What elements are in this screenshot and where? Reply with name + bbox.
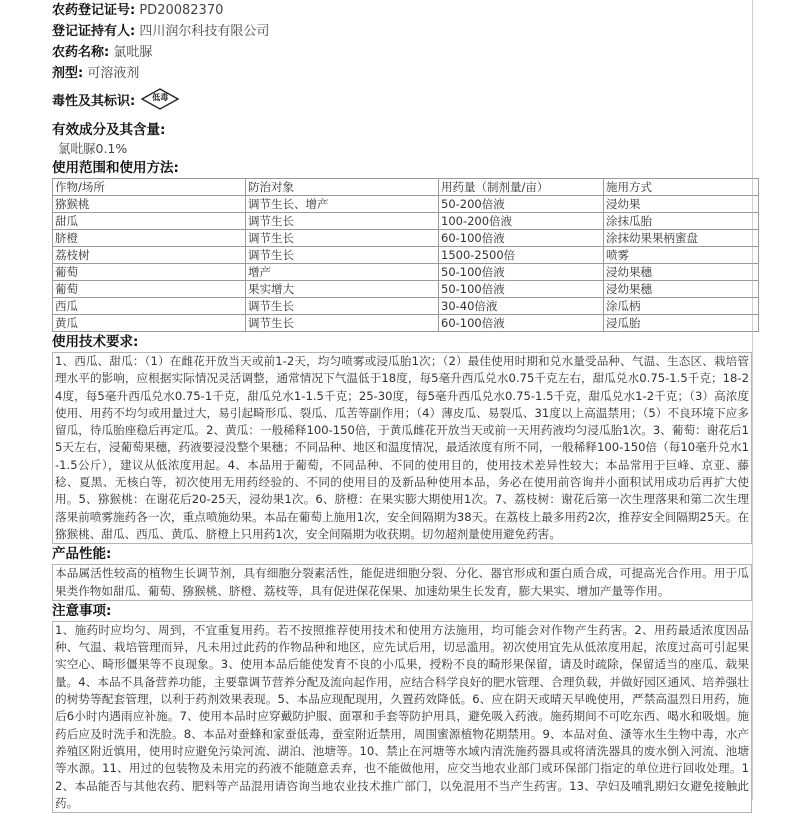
table-cell: 50-200倍液 bbox=[439, 196, 604, 213]
column-header: 作物/场所 bbox=[53, 179, 246, 196]
table-cell: 调节生长、增产 bbox=[246, 196, 439, 213]
formulation-label: 剂型: bbox=[52, 66, 84, 81]
low-toxicity-icon bbox=[141, 88, 179, 110]
table-cell: 浸幼果 bbox=[604, 196, 759, 213]
table-cell: 30-40倍液 bbox=[439, 298, 604, 315]
table-row bbox=[53, 264, 759, 281]
technical-text: 1、西瓜、甜瓜：（1）在雌花开放当天或前1-2天，均匀喷雾或浸瓜胎1次；（2）最佳使用时期和兑水量受品种、气温、生态区、栽培管理水平的影响，应根据实际情况灵活调整，通常情况下气温低于18度，每5毫升西瓜兑水0.75千克左右，甜瓜兑水0.75-1.5千克；18-24度，每5毫升西瓜兑水0.75-1千克，甜瓜兑水1-1.5千克；25-30度，每5毫升西瓜兑水0.75-1.5千克，甜瓜兑水1-2千克；（3）高浓度使用、用药不均匀或用量过大，易引起畸形瓜、裂瓜、瓜苦等副作用；（4）薄皮瓜、易裂瓜、31度以上高温禁用；（5）不良环境下应多留瓜，待瓜胎座稳后再定瓜。2、黄瓜：一般稀释100-150倍，于黄瓜雌花开放当天或前一天用药液均匀浸瓜胎1次。3、葡萄：谢花后15天左右，浸葡萄果穗，药液要浸没整个果穗；不同品种、地区和温度情况，最适浓度有所不同，一般稀释100-150倍（每10毫升兑水1-1.5公斤），建议从低浓度用起。4、本品用于葡萄，不同品种、不同的使用目的，使用技术差异性较大；本品常用于巨峰、京亚、藤稔、夏黑、无核白等，初次使用无用药经验的、不同的使用目的及新品种使用本品，务必在使用前咨询并小面积试用成功后再扩大使用。5、猕猴桃：在谢花后20-25天，浸幼果1次。6、脐橙：在果实膨大期使用1次。7、荔枝树：谢花后第一次生理落果和第二次生理落果前喷雾施药各一次，重点喷施幼果。本品在葡萄上施用1次，安全间隔期为38天。在荔枝上最多用药2次，推荐安全间隔期25天。在猕猴桃、甜瓜、西瓜、黄瓜、脐橙上只用药1次，安全间隔期为收获期。切勿超剂量使用避免药害。 bbox=[52, 352, 752, 544]
pesticide-name-label: 农药名称: bbox=[52, 45, 110, 60]
table-row bbox=[53, 298, 759, 315]
table-cell: 调节生长 bbox=[246, 230, 439, 247]
holder-label: 登记证持有人: bbox=[52, 24, 136, 39]
table-row bbox=[53, 281, 759, 298]
table-cell: 100-200倍液 bbox=[439, 213, 604, 230]
usage-header-row bbox=[53, 179, 759, 196]
table-cell: 猕猴桃 bbox=[53, 196, 246, 213]
table-cell: 浸幼果穗 bbox=[604, 264, 759, 281]
table-cell: 浸瓜胎 bbox=[604, 315, 759, 332]
table-cell: 50-100倍液 bbox=[439, 264, 604, 281]
toxicity-badge-text: 低毒 bbox=[152, 93, 169, 102]
ingredients-heading: 有效成分及其含量: bbox=[52, 122, 166, 138]
technical-heading: 使用技术要求: bbox=[52, 334, 139, 350]
table-cell: 黄瓜 bbox=[53, 315, 246, 332]
column-header: 防治对象 bbox=[246, 179, 439, 196]
table-cell: 增产 bbox=[246, 264, 439, 281]
table-cell: 60-100倍液 bbox=[439, 230, 604, 247]
toxicity-label: 毒性及其标识: bbox=[52, 93, 136, 109]
performance-heading: 产品性能: bbox=[52, 546, 112, 563]
table-row bbox=[53, 315, 759, 332]
registration-label: 农药登记证号: bbox=[52, 3, 136, 18]
table-cell: 调节生长 bbox=[246, 315, 439, 332]
ingredient-value: 氯吡脲0.1% bbox=[58, 141, 128, 156]
holder-field bbox=[52, 21, 752, 42]
table-row bbox=[53, 196, 759, 213]
formulation-field bbox=[52, 63, 752, 84]
table-cell: 脐橙 bbox=[53, 230, 246, 247]
table-cell: 葡萄 bbox=[53, 281, 246, 298]
pesticide-name-field bbox=[52, 42, 752, 63]
table-cell: 果实增大 bbox=[246, 281, 439, 298]
table-row bbox=[53, 230, 759, 247]
table-row bbox=[53, 213, 759, 230]
table-cell: 50-100倍液 bbox=[439, 281, 604, 298]
registration-field bbox=[52, 0, 752, 21]
formulation-value: 可溶液剂 bbox=[87, 66, 140, 81]
holder-name: 四川润尔科技有限公司 bbox=[139, 24, 270, 39]
usage-heading: 使用范围和使用方法: bbox=[52, 160, 179, 176]
pesticide-name: 氯吡脲 bbox=[113, 45, 153, 60]
table-cell: 调节生长 bbox=[246, 298, 439, 315]
table-cell: 调节生长 bbox=[246, 213, 439, 230]
performance-text: 本品属活性较高的植物生长调节剂，具有细胞分裂素活性，能促进细胞分裂、分化、器官形成和蛋白质合成，可提高光合作用。用于瓜果类作物如甜瓜、葡萄、猕猴桃、脐橙、荔枝等，具有促进保花保果、加速幼果生长发育，膨大果实、增加产量等作用。 bbox=[52, 564, 752, 601]
table-cell: 1500-2500倍 bbox=[439, 247, 604, 264]
table-cell: 浸幼果穗 bbox=[604, 281, 759, 298]
usage-table bbox=[52, 178, 759, 332]
precautions-heading: 注意事项: bbox=[52, 602, 112, 619]
column-header: 施用方式 bbox=[604, 179, 759, 196]
registration-number: PD20082370 bbox=[139, 3, 224, 18]
label-page bbox=[52, 0, 753, 810]
table-cell: 涂瓜柄 bbox=[604, 298, 759, 315]
table-cell: 涂抹幼果果柄蜜盘 bbox=[604, 230, 759, 247]
table-row bbox=[53, 247, 759, 264]
table-cell: 涂抹瓜胎 bbox=[604, 213, 759, 230]
table-cell: 甜瓜 bbox=[53, 213, 246, 230]
table-cell: 调节生长 bbox=[246, 247, 439, 264]
table-cell: 葡萄 bbox=[53, 264, 246, 281]
table-cell: 60-100倍液 bbox=[439, 315, 604, 332]
precautions-text: 1、施药时应均匀、周到，不宜重复用药。若不按照推荐使用技术和使用方法施用，均可能会对作物产生药害。2、用药最适浓度因品种、气温、栽培管理而异，凡未用过此药的作物品种和地区，应先试后用，切忌滥用。初次使用宜先从低浓度用起，浓度过高可引起果实空心、畸形僵果等不良现象。3、使用本品后能使发育不良的小瓜果，授粉不良的畸形果保留，请及时疏除，保留适当的座瓜、载果量。4、本品不具备营养功能，主要靠调节营养分配及流向起作用，应结合科学良好的肥水管理、合理负载，并做好园区通风、培养强壮的树势等配套管理，以利于药剂效果表现。5、本品应现配现用，久置药效降低。6、应在阴天或晴天早晚使用，严禁高温烈日用药，施后6小时内遇雨应补施。7、使用本品时应穿戴防护服、面罩和手套等防护用具，避免吸入药液。施药期间不可吃东西、喝水和吸烟。施药后应及时洗手和洗脸。8、本品对蚕蜂和家蚕低毒，蚕室附近禁用，周围蜜源植物花期禁用。9、本品对鱼、溞等水生生物中毒，水产养殖区附近慎用，使用时应避免污染河流、湖泊、池塘等。10、禁止在河塘等水域内清洗施药器具或将清洗器具的废水倒入河流、池塘等水源。11、用过的包装物及未用完的药液不能随意丢弃，也不能做他用，应交当地农业部门或环保部门指定的单位进行回收处理。12、本品能否与其他农药、肥料等产品混用请咨询当地农业技术推广部门，以免混用不当产生药害。13、孕妇及哺乳期妇女避免接触此药。 bbox=[52, 621, 752, 813]
table-cell: 西瓜 bbox=[53, 298, 246, 315]
table-cell: 荔枝树 bbox=[53, 247, 246, 264]
column-header: 用药量（制剂量/亩） bbox=[439, 179, 604, 196]
toxicity-field bbox=[52, 84, 752, 114]
table-cell: 喷雾 bbox=[604, 247, 759, 264]
